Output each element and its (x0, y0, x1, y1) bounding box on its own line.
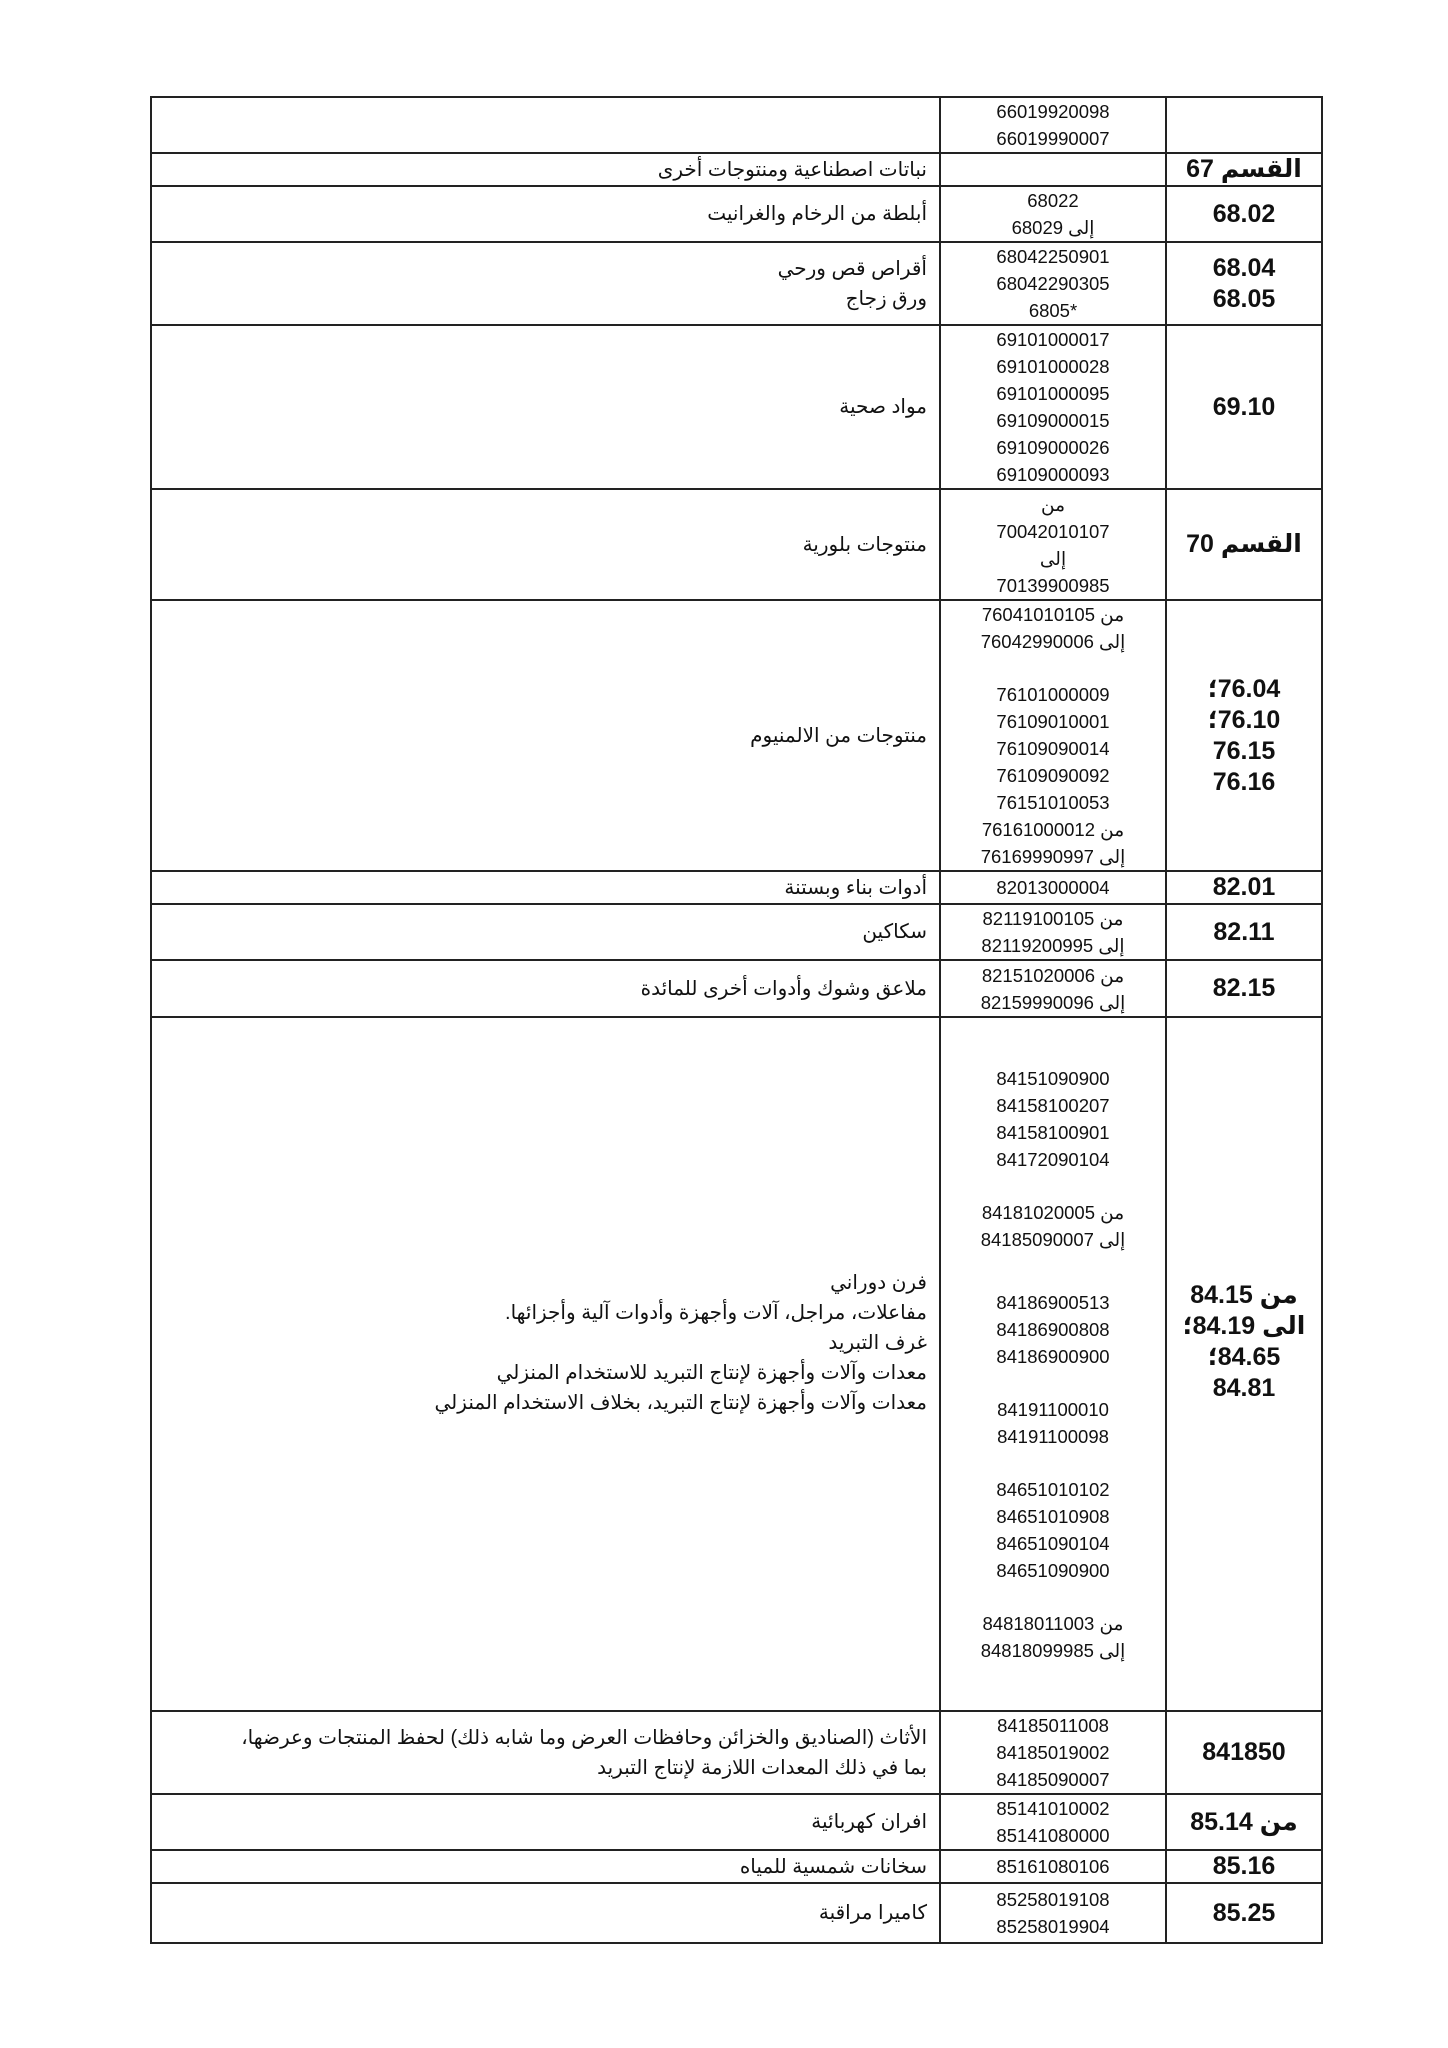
goods-description-cell (151, 1883, 940, 1943)
tariff-code: 76109090014 (996, 738, 1110, 759)
tariff-codes-cell (940, 1017, 1166, 1711)
heading-number: 85.25 (1212, 1898, 1276, 1927)
heading-number: 85.16 (1212, 1852, 1276, 1880)
heading-number: 69.10 (1212, 392, 1276, 421)
tariff-code: 85258019108 (996, 1889, 1110, 1910)
tariff-code: 84158100901 (996, 1121, 1110, 1143)
goods-description-cell (151, 871, 940, 904)
tariff-code: 84651010908 (996, 1505, 1110, 1527)
goods-description-cell (151, 904, 940, 960)
goods-description-cell (151, 600, 940, 871)
tariff-code: 84172090104 (996, 1148, 1110, 1170)
heading-number: 82.01 (1212, 873, 1276, 901)
heading-number-cell (1166, 1017, 1322, 1711)
table-row (151, 153, 1322, 186)
goods-description-line: ملاعق وشوك وأدوات أخرى للمائدة (640, 977, 927, 1000)
tariff-code: من 76041010105 (981, 604, 1125, 625)
tariff-code: من (1041, 493, 1065, 515)
goods-description-cell (151, 489, 940, 600)
goods-description-line: الأثاث (الصناديق والخزائن وحافظات العرض وما شابه ذلك) لحفظ المنتجات وعرضها، (241, 1726, 927, 1749)
goods-description-cell (151, 242, 940, 325)
tariff-code: 69101000017 (996, 329, 1110, 350)
heading-number-cell (1166, 1711, 1322, 1794)
tariff-code: 69101000095 (996, 383, 1110, 404)
table-row (151, 1883, 1322, 1943)
tariff-codes-cell (940, 1850, 1166, 1883)
heading-number-cell (1166, 600, 1322, 871)
goods-description-line: سكاكين (862, 921, 927, 943)
goods-description-line: سخانات شمسية للمياه (739, 1855, 927, 1878)
tariff-code: من 76161000012 (981, 819, 1125, 840)
goods-description-cell (151, 1017, 940, 1711)
tariff-code: 76109010001 (996, 711, 1110, 732)
tariff-code: 69109000026 (996, 437, 1110, 458)
table-row (151, 1794, 1322, 1850)
tariff-code: 84158100207 (996, 1094, 1110, 1116)
tariff-table (150, 96, 1323, 1944)
goods-description-line: معدات وآلات وأجهزة لإنتاج التبريد، بخلاف الاستخدام المنزلي (434, 1392, 927, 1414)
tariff-codes-cell (940, 960, 1166, 1017)
tariff-codes-cell (940, 1794, 1166, 1850)
tariff-code: 84191100098 (997, 1425, 1109, 1447)
tariff-code: 76101000009 (996, 684, 1110, 705)
heading-number-cell (1166, 1850, 1322, 1883)
table-row (151, 242, 1322, 325)
spacer (941, 1584, 1165, 1610)
tariff-codes-cell (940, 153, 1166, 186)
tariff-code: إلى 68029 (1011, 217, 1095, 238)
heading-number: من 84.15 الى 84.19؛ 84.65؛ 84.81 (1182, 1281, 1306, 1402)
tariff-code: 69109000093 (996, 464, 1110, 485)
table-row (151, 600, 1322, 871)
tariff-code: 69109000015 (996, 410, 1110, 431)
goods-description-line: نباتات اصطناعية ومنتوجات أخرى (657, 158, 927, 181)
table-row (151, 960, 1322, 1017)
table-row (151, 1850, 1322, 1883)
tariff-code: 69101000028 (996, 356, 1110, 377)
tariff-code: 82013000004 (996, 877, 1110, 898)
goods-description-line: مواد صحية (839, 396, 927, 418)
tariff-codes-cell (940, 186, 1166, 242)
goods-description-line: أقراص قص ورحي (777, 257, 927, 280)
heading-number: 68.02 (1212, 199, 1276, 228)
goods-description-line: فرن دوراني (830, 1272, 927, 1294)
spacer (941, 1173, 1165, 1199)
tariff-code: 85141080000 (996, 1825, 1110, 1846)
spacer (941, 1253, 1165, 1289)
tariff-code: إلى 82119200995 (981, 935, 1125, 956)
tariff-code: من 84181020005 (981, 1201, 1125, 1223)
tariff-codes-cell (940, 97, 1166, 153)
tariff-code: 76109090092 (996, 765, 1110, 786)
heading-number-cell (1166, 242, 1322, 325)
tariff-code: 84651090104 (996, 1532, 1110, 1554)
table-row (151, 489, 1322, 600)
heading-number: 82.11 (1213, 917, 1275, 946)
goods-description-line: منتوجات بلورية (802, 533, 927, 556)
heading-number-cell (1166, 1794, 1322, 1850)
heading-number-cell (1166, 153, 1322, 186)
tariff-code: 66019990007 (996, 128, 1110, 149)
tariff-codes-cell (940, 325, 1166, 489)
tariff-code: 85161080106 (996, 1856, 1110, 1877)
tariff-code: 84186900900 (996, 1345, 1110, 1367)
heading-number: القسم 67 (1186, 155, 1302, 183)
heading-number: 68.04 68.05 (1212, 253, 1276, 313)
heading-number: من 85.14 (1190, 1807, 1298, 1836)
spacer (941, 655, 1165, 681)
table-row (151, 1711, 1322, 1794)
goods-description-line: أبلطة من الرخام والغرانيت (707, 203, 927, 225)
goods-description-cell (151, 97, 940, 153)
tariff-code: 84191100010 (997, 1398, 1109, 1420)
table-row (151, 325, 1322, 489)
tariff-code: 76151010053 (996, 792, 1110, 813)
tariff-code: إلى (1039, 547, 1067, 569)
tariff-code: 84185011008 (997, 1715, 1109, 1736)
heading-number-cell (1166, 325, 1322, 489)
spacer (941, 1450, 1165, 1476)
tariff-code: 85141010002 (996, 1798, 1110, 1819)
heading-number-cell (1166, 871, 1322, 904)
table-row (151, 904, 1322, 960)
spacer (941, 1370, 1165, 1396)
tariff-code: 68022 (1027, 190, 1079, 211)
table-row (151, 1017, 1322, 1711)
goods-description-line: معدات وآلات وأجهزة لإنتاج التبريد للاستخدام المنزلي (496, 1362, 927, 1384)
tariff-code: 84185090007 (996, 1769, 1110, 1790)
tariff-codes-cell (940, 242, 1166, 325)
tariff-table-body (151, 97, 1322, 1943)
tariff-code: إلى 84185090007 (980, 1228, 1126, 1250)
tariff-code: 84186900513 (996, 1291, 1110, 1313)
tariff-code: من 82151020006 (981, 964, 1125, 986)
tariff-code: 68042290305 (996, 273, 1110, 294)
tariff-code: 84651010102 (996, 1478, 1110, 1500)
table-row (151, 871, 1322, 904)
heading-number-cell (1166, 186, 1322, 242)
heading-number-cell (1166, 1883, 1322, 1943)
tariff-codes-cell (940, 600, 1166, 871)
goods-description-line: كاميرا مراقبة (818, 1902, 927, 1924)
goods-description-cell (151, 153, 940, 186)
goods-description-cell (151, 1850, 940, 1883)
goods-description-line: بما في ذلك المعدات اللازمة لإنتاج التبريد (597, 1756, 927, 1779)
tariff-code: من 82119100105 (982, 908, 1124, 929)
tariff-code: 70139900985 (996, 574, 1110, 596)
tariff-code: 85258019904 (996, 1916, 1110, 1937)
table-row (151, 186, 1322, 242)
tariff-code: 84186900808 (996, 1318, 1110, 1340)
goods-description-cell (151, 1711, 940, 1794)
tariff-code: 66019920098 (996, 101, 1110, 122)
goods-description-cell (151, 325, 940, 489)
goods-description-cell (151, 1794, 940, 1850)
heading-number: 76.04؛ 76.10؛ 76.15 76.16 (1207, 674, 1281, 796)
goods-description-line: منتوجات من الالمنيوم (750, 724, 927, 747)
heading-number-cell (1166, 960, 1322, 1017)
tariff-code: إلى 76169990997 (980, 846, 1126, 867)
goods-description-cell (151, 186, 940, 242)
goods-description-cell (151, 960, 940, 1017)
tariff-code: إلى 82159990096 (980, 991, 1126, 1013)
heading-number-cell (1166, 489, 1322, 600)
tariff-code: إلى 84818099985 (980, 1639, 1126, 1661)
tariff-code: 68042250901 (996, 246, 1110, 267)
tariff-code: إلى 76042990006 (980, 631, 1126, 652)
tariff-code: 84151090900 (996, 1067, 1110, 1089)
heading-number: 841850 (1202, 1738, 1286, 1766)
tariff-code: 70042010107 (996, 520, 1110, 542)
goods-description-line: ورق زجاج (845, 287, 927, 310)
heading-number-cell (1166, 904, 1322, 960)
tariff-codes-cell (940, 871, 1166, 904)
heading-number: القسم 70 (1186, 530, 1302, 558)
goods-description-line: افران كهربائية (811, 1811, 927, 1833)
table-row (151, 97, 1322, 153)
tariff-code: 84651090900 (996, 1559, 1110, 1581)
tariff-code: *6805 (1028, 300, 1078, 321)
tariff-code: من 84818011003 (982, 1612, 1124, 1634)
tariff-codes-cell (940, 489, 1166, 600)
heading-number-cell (1166, 97, 1322, 153)
tariff-codes-cell (940, 904, 1166, 960)
goods-description-line: غرف التبريد (828, 1332, 927, 1354)
tariff-codes-cell (940, 1883, 1166, 1943)
tariff-code: 84185019002 (996, 1742, 1110, 1763)
goods-description-line: أدوات بناء وبستنة (784, 876, 927, 899)
goods-description-line: مفاعلات، مراجل، آلات وأجهزة وأدوات آلية وأجزائها. (505, 1302, 927, 1324)
heading-number: 82.15 (1212, 974, 1276, 1002)
tariff-codes-cell (940, 1711, 1166, 1794)
